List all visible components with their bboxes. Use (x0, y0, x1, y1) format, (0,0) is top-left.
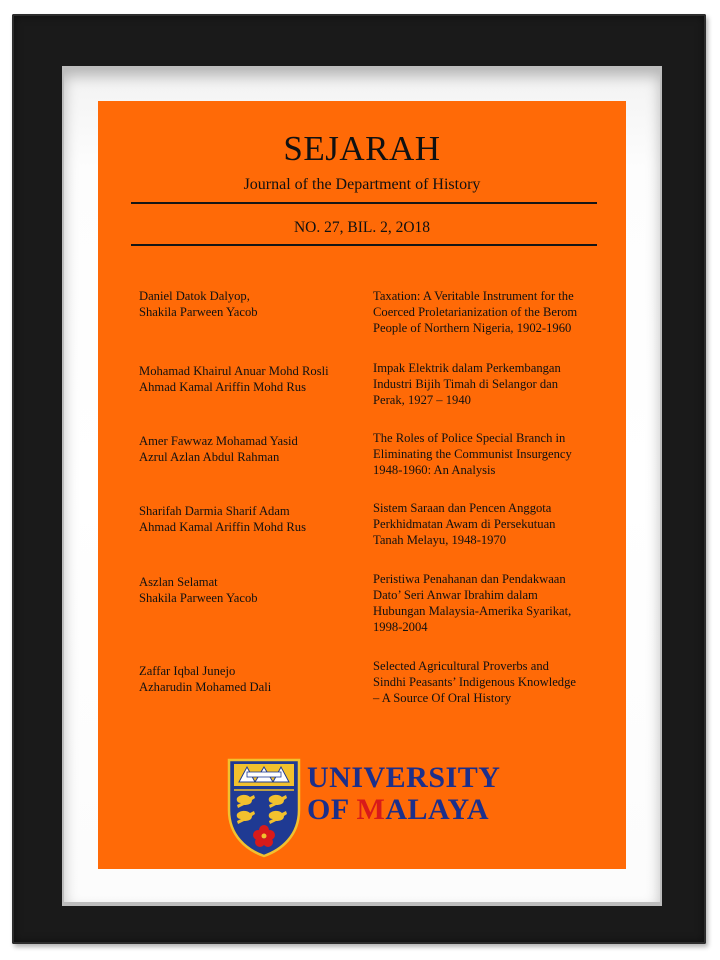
article-authors: Zaffar Iqbal Junejo Azharudin Mohamed Dali (139, 664, 272, 694)
journal-title: SEJARAH (283, 129, 441, 168)
article-title: Selected Agricultural Proverbs and Sindhi Peasants’ Indigenous Knowledge – A Source Of Oral History (373, 659, 576, 705)
university-name (307, 762, 500, 826)
article-title: Impak Elektrik dalam Perkembangan Industri Bijih Timah di Selangor dan Perak, 1927 – 1940 (373, 361, 561, 407)
issue-number: NO. 27, BIL. 2, 2O18 (293, 219, 431, 236)
journal-cover (98, 101, 626, 869)
journal-subtitle: Journal of the Department of History (243, 176, 481, 193)
article-title: Sistem Saraan dan Pencen Anggota Perkhidmatan Awam di Persekutuan Tanah Melayu, 1948-1970 (373, 501, 556, 547)
university-name-line2: OF MALAYA (307, 793, 490, 826)
university-logo (225, 756, 515, 861)
divider-bottom (131, 244, 597, 246)
article-authors: Sharifah Darmia Sharif Adam Ahmad Kamal Ariffin Mohd Rus (139, 504, 306, 534)
article-authors: Amer Fawwaz Mohamad Yasid Azrul Azlan Abdul Rahman (139, 434, 298, 464)
article-authors: Aszlan Selamat Shakila Parween Yacob (139, 575, 258, 605)
article-authors: Mohamad Khairul Anuar Mohd Rosli Ahmad Kamal Ariffin Mohd Rus (139, 364, 329, 394)
university-crest-icon (225, 756, 303, 858)
university-name-line1: UNIVERSITY (307, 761, 501, 794)
article-title: Taxation: A Veritable Instrument for the Coerced Proletarianization of the Berom People of Northern Nigeria, 1902-1960 (373, 289, 578, 335)
article-title: Peristiwa Penahanan dan Pendakwaan Dato’ Seri Anwar Ibrahim dalam Hubungan Malaysia-Amerika Syarikat, 1998-2004 (373, 572, 572, 634)
article-title: The Roles of Police Special Branch in Eliminating the Communist Insurgency 1948-1960: An Analysis (373, 431, 572, 477)
divider-top (131, 202, 597, 204)
article-authors: Daniel Datok Dalyop, Shakila Parween Yacob (139, 289, 258, 319)
